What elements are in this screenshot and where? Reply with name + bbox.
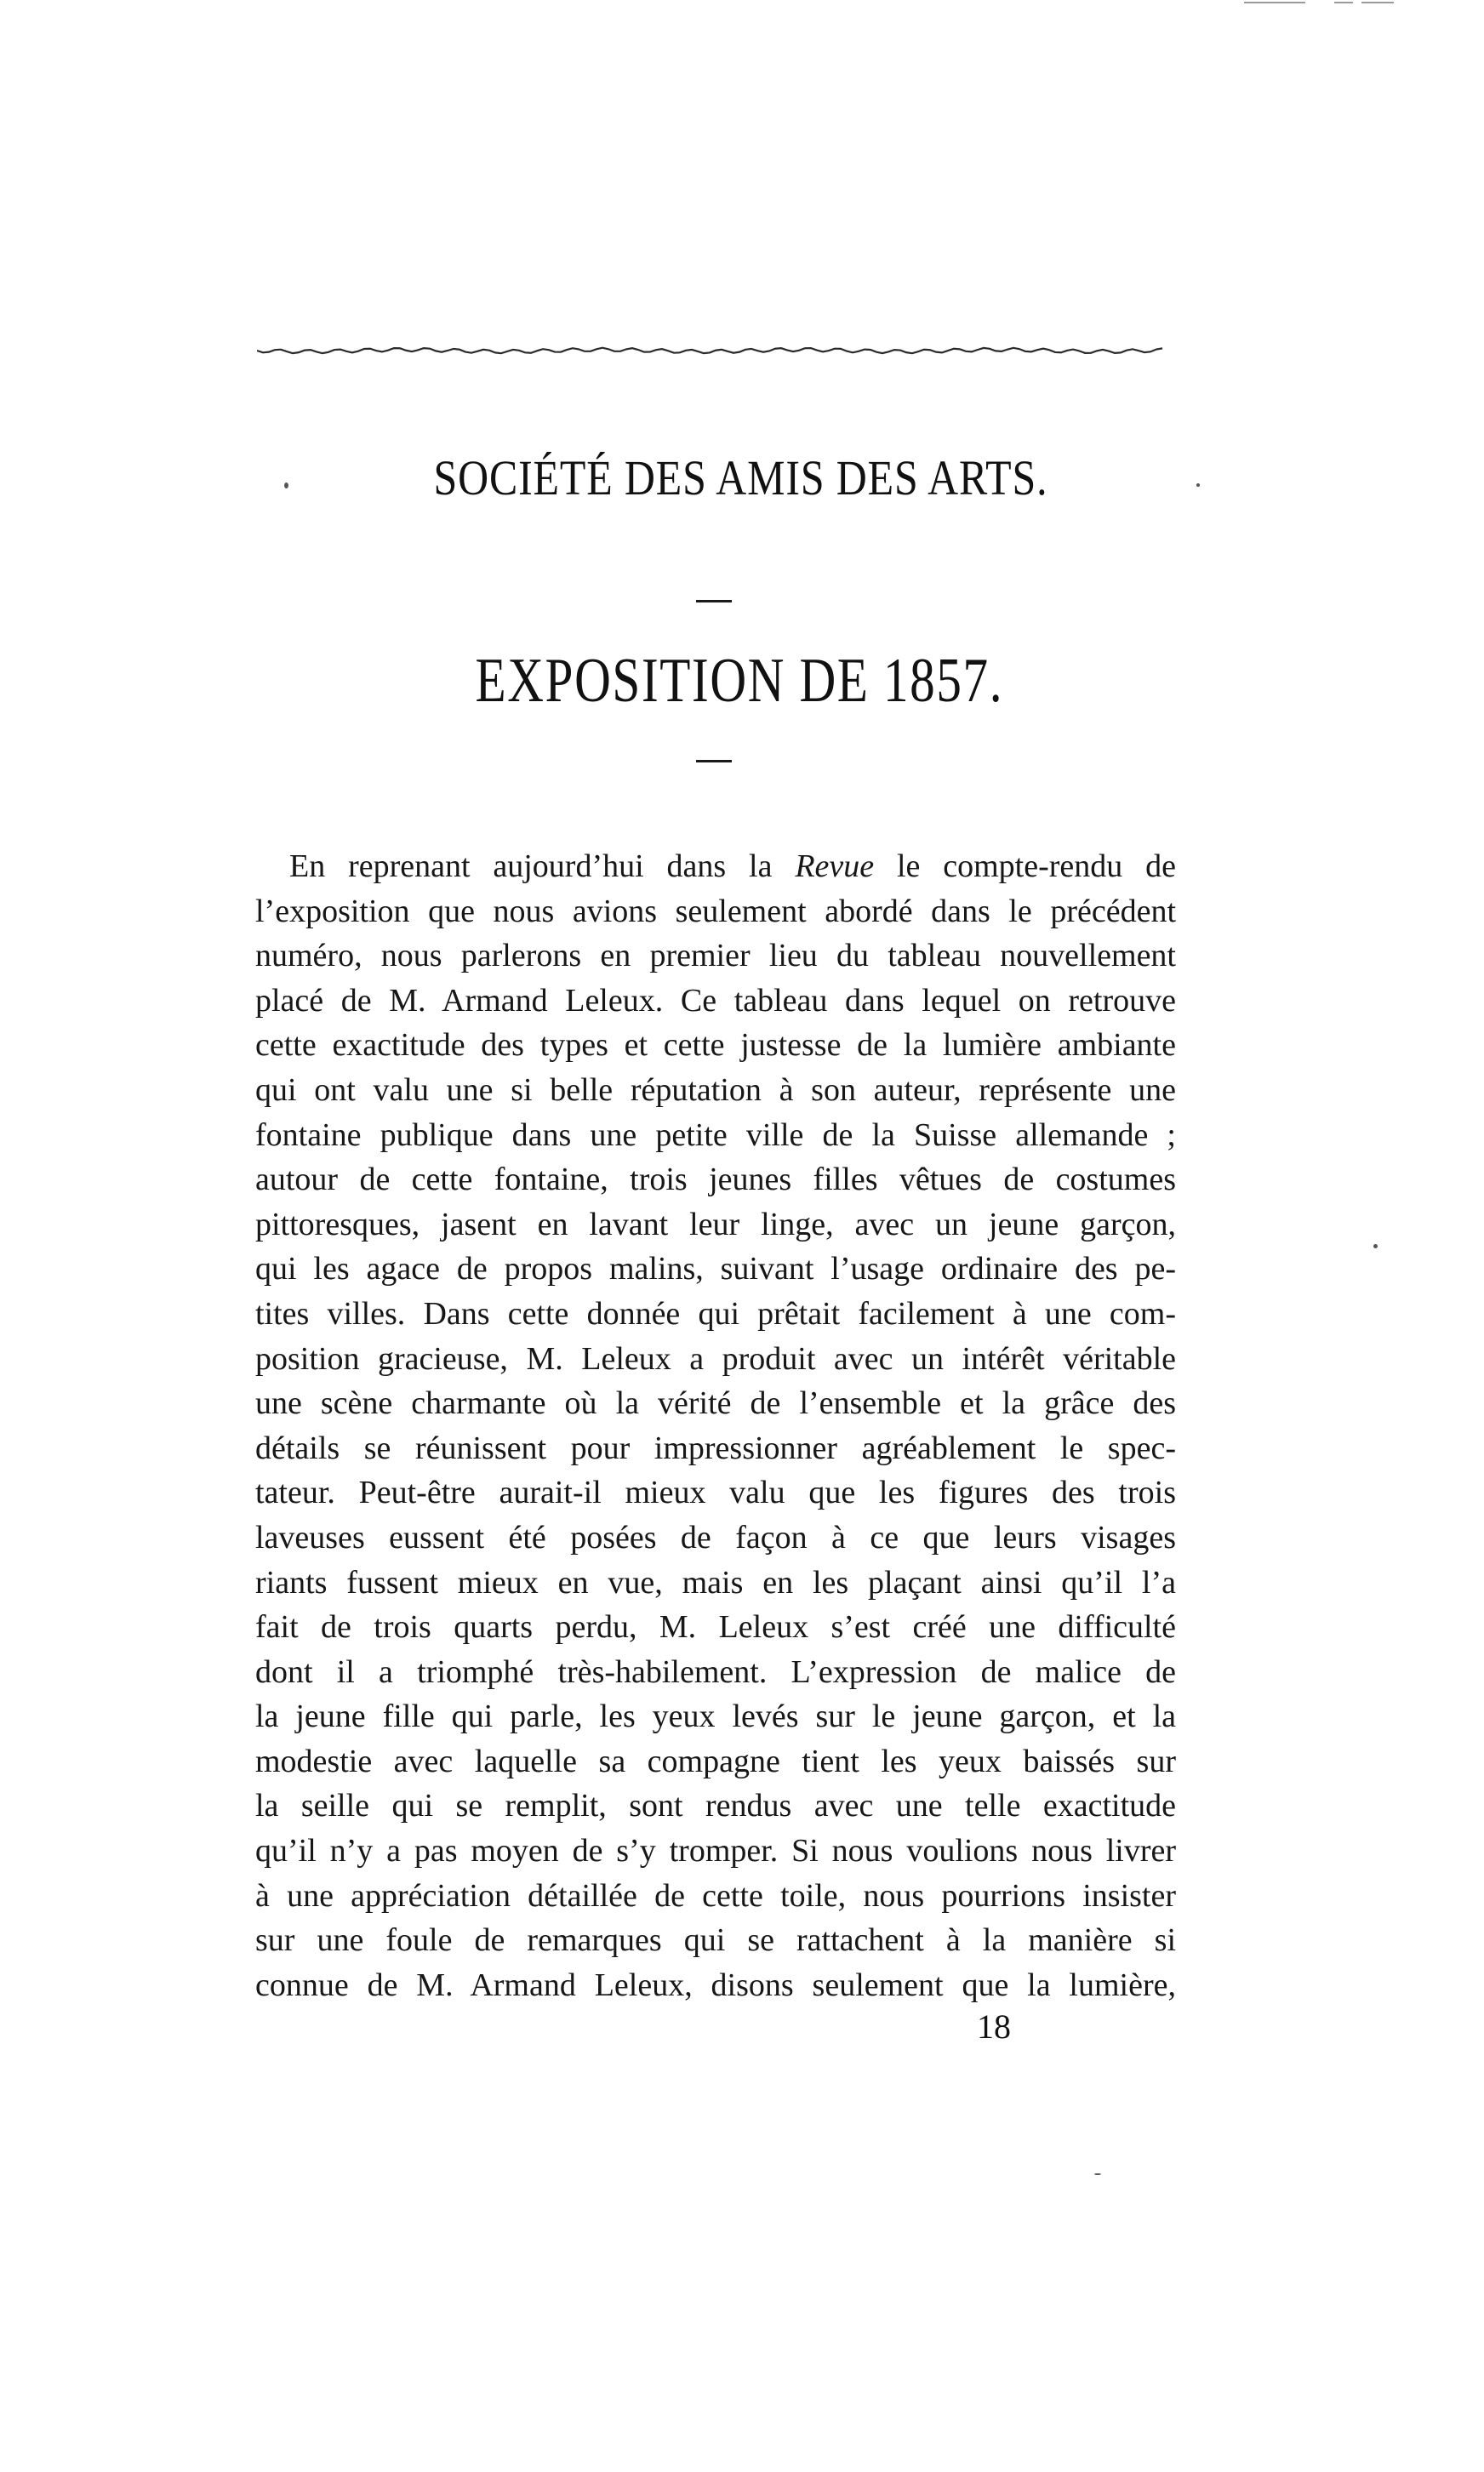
paragraph-line: cette exactitude des types et cette justesse de la lumière ambiante: [255, 1027, 1176, 1064]
paragraph-line: fontaine publique dans une petite ville de la Suisse allemande ;: [255, 1116, 1176, 1153]
ink-speck: [1196, 483, 1200, 487]
paragraph-line: laveuses eussent été posées de façon à ce que leurs visages: [255, 1519, 1176, 1556]
paragraph-line: l’exposition que nous avions seulement abordé dans le précédent: [255, 893, 1176, 929]
italic-word: Revue: [795, 848, 875, 884]
paragraph-line: connue de M. Armand Leleux, disons seulement que la lumière,: [255, 1967, 1176, 2003]
paragraph-line: tateur. Peut-être aurait-il mieux valu que les figures des trois: [255, 1475, 1176, 1511]
wavy-rule: [257, 340, 1167, 361]
paragraph-line: sur une foule de remarques qui se rattachent à la manière si: [255, 1922, 1176, 1959]
paragraph-line: numéro, nous parlerons en premier lieu du tableau nouvellement: [255, 938, 1176, 974]
paragraph-line: position gracieuse, M. Leleux a produit avec un intérêt véritable: [255, 1340, 1176, 1377]
paragraph-line: modestie avec laquelle sa compagne tient les yeux baissés sur: [255, 1743, 1176, 1779]
article-paragraph: [255, 844, 1176, 2007]
signature-mark: 18: [977, 2007, 1011, 2046]
paragraph-line: qui les agace de propos malins, suivant l’usage ordinaire des pe-: [255, 1251, 1176, 1287]
ink-speck: [284, 482, 288, 488]
paragraph-line-text: En reprenant aujourd’hui dans la: [289, 848, 796, 884]
paragraph-line: autour de cette fontaine, trois jeunes filles vêtues de costumes: [255, 1162, 1176, 1198]
exhibition-heading: EXPOSITION DE 1857.: [475, 646, 1004, 716]
paragraph-line: détails se réunissent pour impressionner agréablement le spec-: [255, 1430, 1176, 1466]
heading-dash: [696, 760, 732, 762]
heading-dash: [696, 600, 732, 602]
paragraph-line: à une appréciation détaillée de cette toile, nous pourrions insister: [255, 1877, 1176, 1914]
paragraph-line: tites villes. Dans cette donnée qui prêtait facilement à une com-: [255, 1295, 1176, 1332]
ink-speck: [1094, 2173, 1101, 2175]
paragraph-line: la seille qui se remplit, sont rendus avec une telle exactitude: [255, 1788, 1176, 1824]
paragraph-line: une scène charmante où la vérité de l’ensemble et la grâce des: [255, 1385, 1176, 1422]
paragraph-line: placé de M. Armand Leleux. Ce tableau dans lequel on retrouve: [255, 982, 1176, 1019]
paragraph-line-text: le compte-rendu de: [874, 848, 1176, 884]
ink-speck: [1373, 1244, 1378, 1248]
paragraph-line: la jeune fille qui parle, les yeux levés sur le jeune garçon, et la: [255, 1698, 1176, 1735]
corner-rule: [1361, 2, 1394, 3]
paragraph-line: [255, 844, 1176, 889]
paragraph-line: qui ont valu une si belle réputation à son auteur, représente une: [255, 1071, 1176, 1108]
corner-rule: [1244, 2, 1305, 3]
paragraph-line: pittoresques, jasent en lavant leur linge, avec un jeune garçon,: [255, 1206, 1176, 1242]
paragraph-line: fait de trois quarts perdu, M. Leleux s’est créé une difficulté: [255, 1609, 1176, 1646]
society-heading: SOCIÉTÉ DES AMIS DES ARTS.: [433, 450, 1048, 505]
paragraph-line: dont il a triomphé très-habilement. L’expression de malice de: [255, 1653, 1176, 1690]
corner-rule: [1334, 2, 1353, 3]
paragraph-line: qu’il n’y a pas moyen de s’y tromper. Si nous voulions nous livrer: [255, 1833, 1176, 1870]
paragraph-line: riants fussent mieux en vue, mais en les plaçant ainsi qu’il l’a: [255, 1564, 1176, 1601]
